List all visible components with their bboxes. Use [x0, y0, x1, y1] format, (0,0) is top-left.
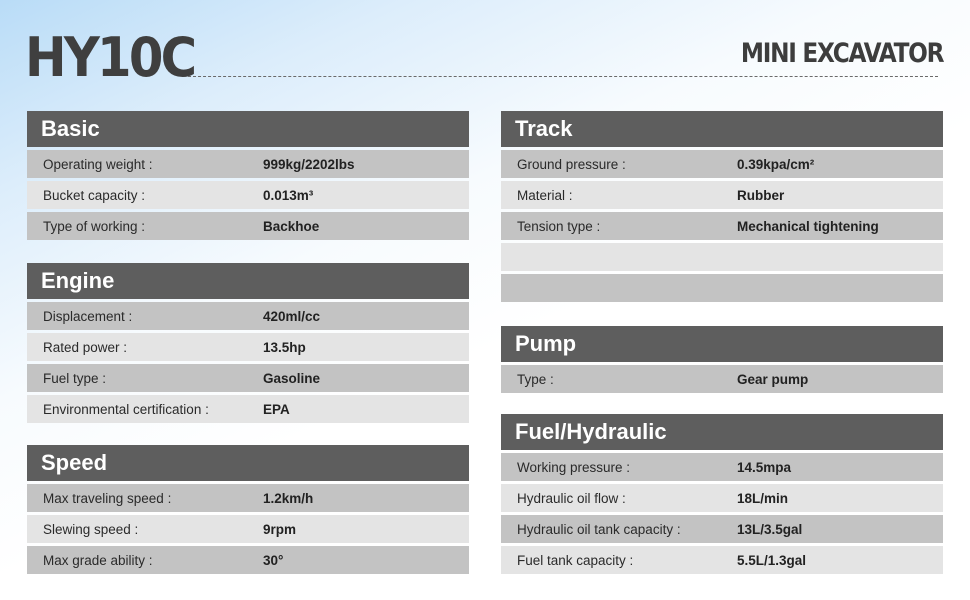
spec-row [27, 150, 469, 178]
spec-label: Environmental certification : [43, 401, 209, 417]
section-title: Engine [27, 263, 469, 299]
spec-label: Type : [517, 371, 554, 387]
section-track [501, 111, 943, 305]
spec-label: Rated power : [43, 339, 128, 355]
spec-value: 420ml/cc [263, 308, 321, 324]
spec-row [27, 302, 469, 330]
spec-value: 13L/3.5gal [737, 521, 803, 537]
spec-value: 0.39kpa/cm² [737, 156, 815, 172]
spec-value: Gasoline [263, 370, 321, 386]
spec-label: Hydraulic oil tank capacity : [517, 521, 681, 537]
spec-row [501, 546, 943, 574]
spec-label: Tension type : [517, 218, 601, 234]
header-divider [188, 76, 938, 77]
section-title: Pump [501, 326, 943, 362]
spec-label: Fuel tank capacity : [517, 552, 634, 568]
spec-row [501, 453, 943, 481]
spec-label: Slewing speed : [43, 521, 139, 537]
spec-label: Material : [517, 187, 573, 203]
spec-label: Max grade ability : [43, 552, 153, 568]
spec-value: Gear pump [737, 371, 809, 387]
spec-value: 13.5hp [263, 339, 306, 355]
spec-label: Working pressure : [517, 459, 631, 475]
spec-row [27, 546, 469, 574]
spec-value: EPA [263, 401, 290, 417]
spec-label: Fuel type : [43, 370, 107, 386]
spec-value: Rubber [737, 187, 785, 203]
spec-row [27, 515, 469, 543]
spec-row [27, 181, 469, 209]
spec-row-empty [501, 243, 943, 271]
spec-value: Backhoe [263, 218, 320, 234]
spec-value: 5.5L/1.3gal [737, 552, 807, 568]
spec-value: 1.2km/h [263, 490, 314, 506]
spec-row [501, 212, 943, 240]
spec-row [27, 212, 469, 240]
spec-label: Hydraulic oil flow : [517, 490, 626, 506]
spec-row [501, 515, 943, 543]
spec-value: 30° [263, 552, 284, 568]
spec-value: 999kg/2202lbs [263, 156, 355, 172]
section-fuel-hydraulic [501, 414, 943, 577]
spec-label: Bucket capacity : [43, 187, 146, 203]
spec-label: Type of working : [43, 218, 146, 234]
spec-row [501, 484, 943, 512]
spec-value: Mechanical tightening [737, 218, 879, 234]
section-title: Basic [27, 111, 469, 147]
spec-value: 18L/min [737, 490, 789, 506]
model-name: HY10C [25, 26, 195, 89]
spec-row [27, 395, 469, 423]
section-speed [27, 445, 469, 577]
section-title: Fuel/Hydraulic [501, 414, 943, 450]
spec-row [501, 181, 943, 209]
spec-value: 14.5mpa [737, 459, 792, 475]
spec-row-empty [501, 274, 943, 302]
section-title: Speed [27, 445, 469, 481]
section-engine [27, 263, 469, 426]
section-basic [27, 111, 469, 243]
section-title: Track [501, 111, 943, 147]
spec-label: Max traveling speed : [43, 490, 172, 506]
spec-row [27, 484, 469, 512]
spec-label: Ground pressure : [517, 156, 626, 172]
spec-label: Displacement : [43, 308, 133, 324]
section-pump [501, 326, 943, 396]
spec-row [27, 333, 469, 361]
spec-value: 0.013m³ [263, 187, 314, 203]
spec-value: 9rpm [263, 521, 297, 537]
product-category: MINI EXCAVATOR [740, 38, 943, 69]
spec-row [501, 365, 943, 393]
spec-row [27, 364, 469, 392]
spec-row [501, 150, 943, 178]
spec-label: Operating weight : [43, 156, 153, 172]
